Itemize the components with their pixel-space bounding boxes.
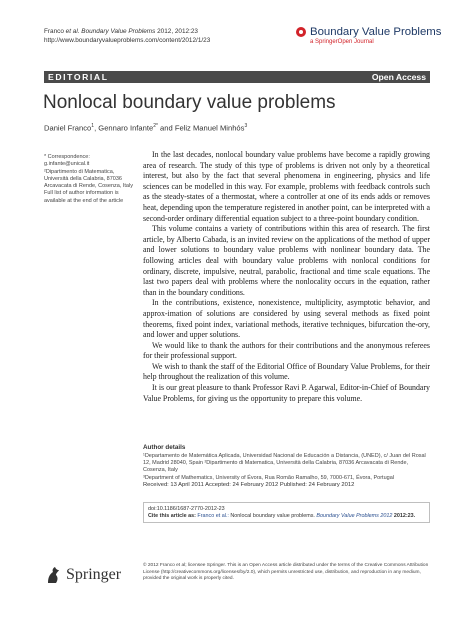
body-paragraph: We wish to thank the staff of the Editorial Office of Boundary Value Problems, for their help throughout the realization of this volume. <box>143 361 430 382</box>
springer-wordmark: Springer <box>66 566 122 583</box>
doi-link[interactable]: doi:10.1186/1687-2770-2012-23 <box>148 506 225 512</box>
publication-dates: Received: 13 April 2011 Accepted: 24 February 2012 Published: 24 February 2012 <box>143 482 355 488</box>
correspondence: * Correspondence: g.infante@unical.it <box>44 154 90 168</box>
author-details-line: ¹Departamento de Matemática Aplicada, Universidad Nacional de Educación a Distancia, (UNED), c/ Juan del Rosal 12, Madrid 28040, Spain ²Dipartimento di Matematica, Università della Calabria, 87036 Arcavacata di Rende, Cosenza, Italy <box>143 453 426 474</box>
sidebar-notes <box>44 154 134 205</box>
citation-box: doi:10.1186/1687-2770-2012-23 Cite this article as: Franco et al.: Nonlocal boundary value problems. Boundary Value Problems 2012 2012:23. <box>143 502 430 523</box>
section-bar <box>44 71 430 83</box>
article-url[interactable]: http://www.boundaryvalueproblems.com/content/2012/1/23 <box>44 36 211 44</box>
author-list: Daniel Franco$^1$, Gennaro Infante$^{2*}$ and Feliz Manuel Minhós$^3$ <box>44 123 248 133</box>
springer-horse-icon <box>44 565 62 585</box>
article-body <box>143 150 430 404</box>
open-access-label: Open Access <box>371 72 426 82</box>
author-details-heading: Author details <box>143 444 186 451</box>
article-type: EDITORIAL <box>48 72 109 82</box>
body-paragraph: In the last decades, nonlocal boundary value problems have become a rapidly growing area of research. The study of this type of problems is driven not only by a theoretical interest, but also by the fact that several phenomena in engineering, physics and life sciences can be modelled in this way. For example, problems with feedback controls such as the steady-states of a thermostat, where a controller at one of its ends adds or removes heat, depending upon the temperature registered in another point, can be interpreted with a second-order ordinary differential equation subject to a three-point boundary condition. <box>143 150 430 223</box>
journal-title: Boundary Value Problems <box>310 26 442 38</box>
journal-subtitle: a SpringerOpen Journal <box>310 39 374 45</box>
springeropen-logo-icon <box>296 27 306 37</box>
header-citation: Franco et al. Boundary Value Problems 2012, 2012:23 http://www.boundaryvalueproblems.com/content/2012/1/23 <box>44 28 211 44</box>
license-footer: © 2012 Franco et al; licensee Springer. This is an Open Access article distributed under the terms of the Creative Commons Attribution License (http://creativecommons.org/licenses/by/2.0), which permits unrestricted use, distribution, and reproduction in any medium, provided the original work is properly cited. <box>143 563 429 582</box>
author-name: Feliz Manuel Minhós <box>174 123 245 133</box>
author-name: Gennaro Infante <box>98 123 154 133</box>
body-paragraph: This volume contains a variety of contributions within this area of research. The first article, by Alberto Cabada, is an invited review on the applications of the method of upper and lower solutions to boundary value problems with nonlinear boundary data. The following articles deal with boundary value problems with nonlocal conditions for ordinary, discrete, impulsive, neutral, parabolic, fractional and time scale equations. The last two papers deal with problems where the nonlocality occurs in the equation, rather than in the boundary conditions. <box>143 224 430 297</box>
springer-logo <box>44 565 121 585</box>
body-paragraph: It is our great pleasure to thank Professor Ravi P. Agarwal, Editor-in-Chief of Boundary Value Problems, for giving us the opportunity to prepare this volume. <box>143 383 430 403</box>
author-details-line: ³Department of Mathematics, University of Évora, Rua Romão Ramalho, 59, 7000-671, Évora, Portugal <box>143 474 394 481</box>
affiliation-note: ²Dipartimento di Matematica, Università della Calabria, 87036 Arcavacata di Rende, Cosenza, Italy <box>44 168 133 190</box>
author-name: Daniel Franco <box>44 123 92 133</box>
author-details <box>143 444 430 482</box>
cite-label: Cite this article as: <box>148 513 196 520</box>
more-info-note: Full list of author information is available at the end of the article <box>44 190 124 204</box>
journal-brand <box>296 26 442 45</box>
article-title: Nonlocal boundary value problems <box>43 92 336 113</box>
body-paragraph: We would like to thank the authors for their contributions and the anonymous referees for their professional support. <box>143 340 430 361</box>
body-paragraph: In the contributions, existence, nonexistence, multiplicity, asymptotic behavior, and approx-imation of solutions are considered by using several methods as fixed point theorems, fixed point index, variational methods, iterative techniques, bifurcation the-ory, and lower and upper solutions. <box>143 298 430 340</box>
